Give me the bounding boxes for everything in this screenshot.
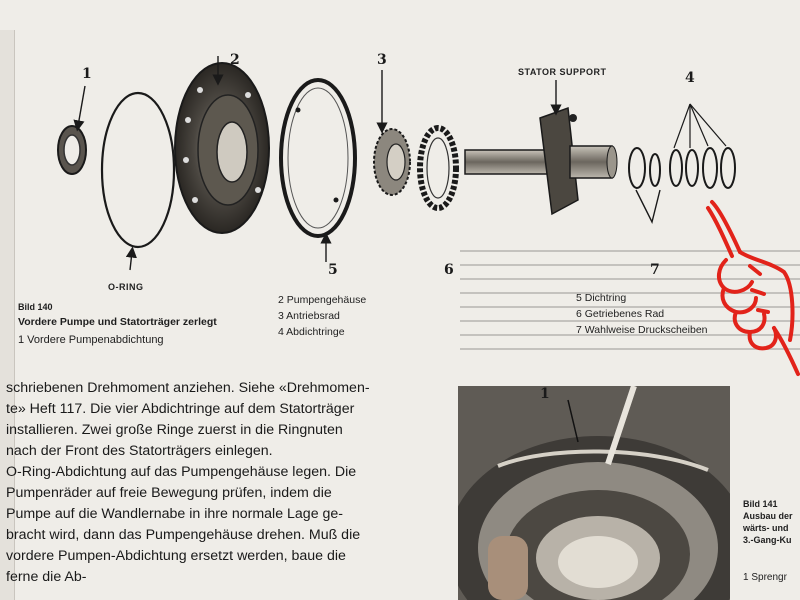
- legend-item-1: 1 Vordere Pumpenabdichtung: [18, 334, 164, 346]
- legend-item: 2 Pumpengehäuse: [278, 294, 367, 306]
- body-line: nach der Front des Statorträgers einlegen.: [6, 443, 273, 459]
- driven-gear: [420, 128, 456, 208]
- body-line: bracht wird, dann das Pumpengehäuse drehen. Muß die: [6, 527, 361, 543]
- front-pump-seal: [58, 126, 86, 174]
- legend-item: 5 Dichtring: [576, 292, 627, 304]
- legend-item: 7 Wahlweise Druckscheiben: [576, 324, 708, 336]
- pump-housing: [175, 63, 269, 233]
- legend-item: 4 Abdichtringe: [278, 326, 345, 338]
- figure-141-legend-item: 1 Sprengr: [743, 572, 787, 583]
- caption-line: Bild 141: [743, 499, 778, 509]
- figure-141-photo: [458, 386, 730, 600]
- legend-item: 6 Getriebenes Rad: [576, 308, 665, 320]
- stator-support: [465, 108, 617, 214]
- body-line: installieren. Zwei große Ringe zuerst in die Ringnuten: [6, 422, 343, 438]
- body-line: vordere Pumpen-Abdichtung ersetzt werden, baue die: [6, 548, 346, 564]
- callout-4: 4: [685, 70, 695, 86]
- figure-140-title: Bild 140: [18, 302, 53, 312]
- body-line: schriebenen Drehmoment anziehen. Siehe «Drehmomen-: [6, 380, 370, 396]
- drive-gear: [374, 129, 410, 195]
- clutch-photo-drawing: [458, 386, 730, 600]
- callout-1: 1: [82, 66, 92, 82]
- legend-item: 3 Antriebsrad: [278, 310, 340, 322]
- thrust-washer: [629, 148, 645, 188]
- legend-column-2: [278, 292, 366, 340]
- o-ring-drawing: [102, 93, 174, 247]
- caption-line: 3.-Gang-Ku: [743, 535, 792, 545]
- body-line: ferne die Ab-: [6, 569, 87, 585]
- seal-rings: [670, 148, 735, 188]
- body-line: te» Heft 117. Die vier Abdichtringe auf dem Statorträger: [6, 401, 355, 417]
- caption-line: Ausbau der: [743, 511, 793, 521]
- body-line: Pumpenräder auf freie Bewegung prüfen, indem die: [6, 485, 332, 501]
- body-line: O-Ring-Abdichtung auf das Pumpengehäuse legen. Die: [6, 464, 357, 480]
- thrust-washer: [650, 154, 660, 186]
- callout-2: 2: [230, 52, 240, 68]
- stator-support-label: STATOR SUPPORT: [518, 67, 607, 77]
- callout-3: 3: [377, 52, 387, 68]
- body-paragraph: [6, 378, 426, 588]
- figure-141-callout: 1: [540, 386, 550, 402]
- caption-line: wärts- und: [743, 523, 789, 533]
- gasket: [281, 80, 355, 236]
- figure-141-caption: [743, 498, 793, 546]
- callout-6: 6: [444, 262, 454, 278]
- figure-140-subtitle: Vordere Pumpe und Statorträger zerlegt: [18, 316, 217, 328]
- callout-5: 5: [328, 262, 338, 278]
- o-ring-label: O-RING: [108, 282, 144, 292]
- exploded-pump-diagram: [0, 0, 800, 290]
- legend-column-3: [576, 290, 708, 338]
- callout-7: 7: [650, 262, 660, 278]
- body-line: Pumpe auf die Wandlernabe in ihre normale Lage ge-: [6, 506, 344, 522]
- pointing-hand-annotation: [690, 190, 800, 380]
